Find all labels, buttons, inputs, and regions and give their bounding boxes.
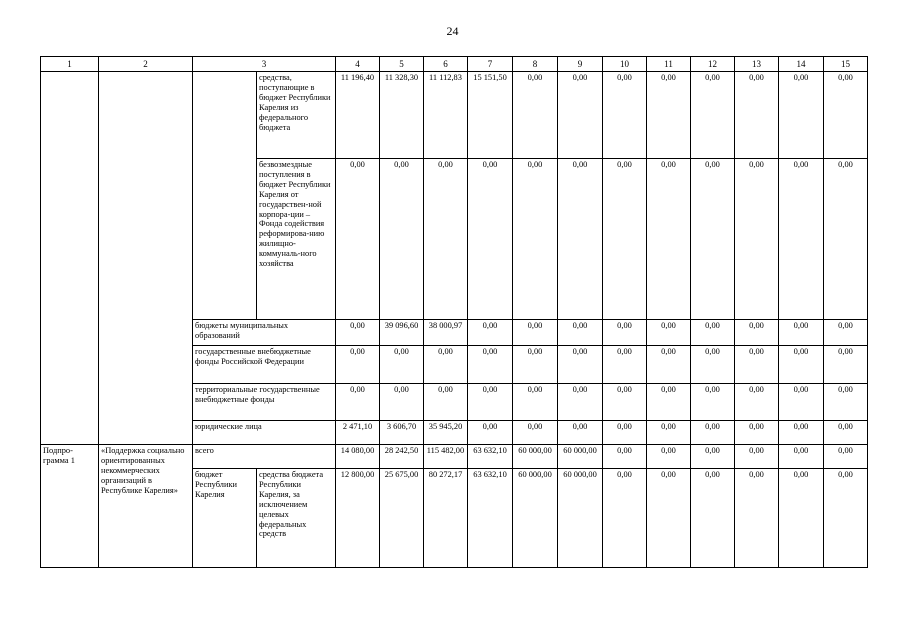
value-cell: 12 800,00 [336,469,380,568]
value-cell: 0,00 [513,72,558,159]
row-label: всего [193,445,336,469]
value-cell: 0,00 [336,346,380,384]
value-cell: 0,00 [779,320,824,346]
table-row [41,445,868,469]
value-cell: 0,00 [779,421,824,445]
value-cell: 0,00 [691,421,735,445]
header-cell: 6 [424,57,468,72]
value-cell: 0,00 [603,72,647,159]
value-cell: 0,00 [603,346,647,384]
value-cell: 0,00 [603,159,647,320]
value-cell: 0,00 [735,346,779,384]
value-cell: 0,00 [691,320,735,346]
value-cell: 60 000,00 [513,469,558,568]
value-cell: 38 000,97 [424,320,468,346]
funding-source: бюджет Республики Карелия [193,469,257,568]
header-cell: 7 [468,57,513,72]
value-cell: 0,00 [336,159,380,320]
value-cell: 39 096,60 [380,320,424,346]
value-cell: 11 196,40 [336,72,380,159]
value-cell: 0,00 [513,159,558,320]
value-cell: 0,00 [468,159,513,320]
value-cell: 0,00 [735,72,779,159]
value-cell: 0,00 [647,421,691,445]
value-cell: 0,00 [647,159,691,320]
value-cell: 0,00 [513,384,558,421]
value-cell: 0,00 [603,445,647,469]
value-cell: 0,00 [513,320,558,346]
value-cell: 0,00 [824,159,868,320]
value-cell: 2 471,10 [336,421,380,445]
value-cell: 0,00 [735,445,779,469]
value-cell: 0,00 [691,159,735,320]
row-label: средства, поступающие в бюджет Республики Карелия из федерального бюджета [257,72,336,159]
value-cell: 0,00 [424,346,468,384]
value-cell: 15 151,50 [468,72,513,159]
value-cell: 0,00 [380,346,424,384]
value-cell: 0,00 [424,159,468,320]
value-cell: 0,00 [468,346,513,384]
value-cell: 0,00 [735,159,779,320]
value-cell: 115 482,00 [424,445,468,469]
value-cell: 11 328,30 [380,72,424,159]
row-label: государственные внебюджетные фонды Российской Федерации [193,346,336,384]
value-cell: 0,00 [824,320,868,346]
value-cell: 35 945,20 [424,421,468,445]
header-cell: 15 [824,57,868,72]
header-cell: 14 [779,57,824,72]
value-cell: 0,00 [824,72,868,159]
value-cell: 0,00 [735,384,779,421]
row-label: юридические лица [193,421,336,445]
value-cell: 0,00 [691,346,735,384]
value-cell: 0,00 [558,421,603,445]
value-cell: 0,00 [603,384,647,421]
subprogram-title: «Поддержка социально ориентированных некоммерческих организаций в Республике Карелия» [99,445,193,568]
row-label: средства бюджета Республики Карелия, за исключением целевых федеральных средств [257,469,336,568]
value-cell: 0,00 [647,445,691,469]
header-cell: 5 [380,57,424,72]
value-cell: 60 000,00 [513,445,558,469]
value-cell: 0,00 [603,320,647,346]
value-cell: 0,00 [336,384,380,421]
value-cell: 60 000,00 [558,445,603,469]
value-cell: 0,00 [824,346,868,384]
value-cell: 0,00 [513,346,558,384]
subprogram-number: Подпро-грамма 1 [41,445,99,568]
financing-table [40,56,868,568]
value-cell: 0,00 [779,346,824,384]
value-cell: 0,00 [779,445,824,469]
value-cell: 14 080,00 [336,445,380,469]
value-cell: 0,00 [603,469,647,568]
header-cell: 1 [41,57,99,72]
value-cell: 0,00 [558,384,603,421]
value-cell: 25 675,00 [380,469,424,568]
value-cell: 0,00 [779,384,824,421]
table-row [41,72,868,159]
value-cell: 0,00 [647,346,691,384]
value-cell: 0,00 [558,346,603,384]
value-cell: 0,00 [824,384,868,421]
value-cell: 0,00 [779,159,824,320]
value-cell: 80 272,17 [424,469,468,568]
value-cell: 0,00 [558,159,603,320]
header-cell: 4 [336,57,380,72]
value-cell: 0,00 [647,384,691,421]
value-cell: 0,00 [735,469,779,568]
value-cell: 0,00 [691,72,735,159]
header-cell: 9 [558,57,603,72]
page-number: 24 [446,24,459,38]
row-label: бюджеты муниципальных образований [193,320,336,346]
value-cell: 0,00 [824,445,868,469]
value-cell: 0,00 [691,384,735,421]
header-cell: 8 [513,57,558,72]
value-cell: 0,00 [647,320,691,346]
value-cell: 0,00 [735,421,779,445]
value-cell: 0,00 [691,445,735,469]
value-cell: 60 000,00 [558,469,603,568]
header-cell: 13 [735,57,779,72]
value-cell: 11 112,83 [424,72,468,159]
value-cell: 0,00 [513,421,558,445]
value-cell: 0,00 [647,469,691,568]
row-label: безвозмездные поступления в бюджет Республики Карелия от государствен-ной корпора-ции – Фонда содействия реформирова-нию жилищно-коммуналь-ного хозяйства [257,159,336,320]
value-cell: 0,00 [824,421,868,445]
cell-col2 [99,72,193,445]
cell-col1 [41,72,99,445]
value-cell: 0,00 [558,320,603,346]
value-cell: 28 242,50 [380,445,424,469]
header-cell: 10 [603,57,647,72]
cell-source [193,72,257,320]
header-cell: 3 [193,57,336,72]
value-cell: 0,00 [380,159,424,320]
value-cell: 0,00 [468,421,513,445]
header-cell: 11 [647,57,691,72]
value-cell: 0,00 [647,72,691,159]
value-cell: 0,00 [779,469,824,568]
value-cell: 0,00 [558,72,603,159]
value-cell: 3 606,70 [380,421,424,445]
value-cell: 63 632,10 [468,469,513,568]
value-cell: 0,00 [468,384,513,421]
value-cell: 0,00 [380,384,424,421]
header-row [41,57,868,72]
value-cell: 0,00 [424,384,468,421]
value-cell: 63 632,10 [468,445,513,469]
value-cell: 0,00 [468,320,513,346]
value-cell: 0,00 [603,421,647,445]
value-cell: 0,00 [336,320,380,346]
value-cell: 0,00 [824,469,868,568]
value-cell: 0,00 [691,469,735,568]
value-cell: 0,00 [779,72,824,159]
header-cell: 12 [691,57,735,72]
value-cell: 0,00 [735,320,779,346]
header-cell: 2 [99,57,193,72]
row-label: территориальные государственные внебюджетные фонды [193,384,336,421]
